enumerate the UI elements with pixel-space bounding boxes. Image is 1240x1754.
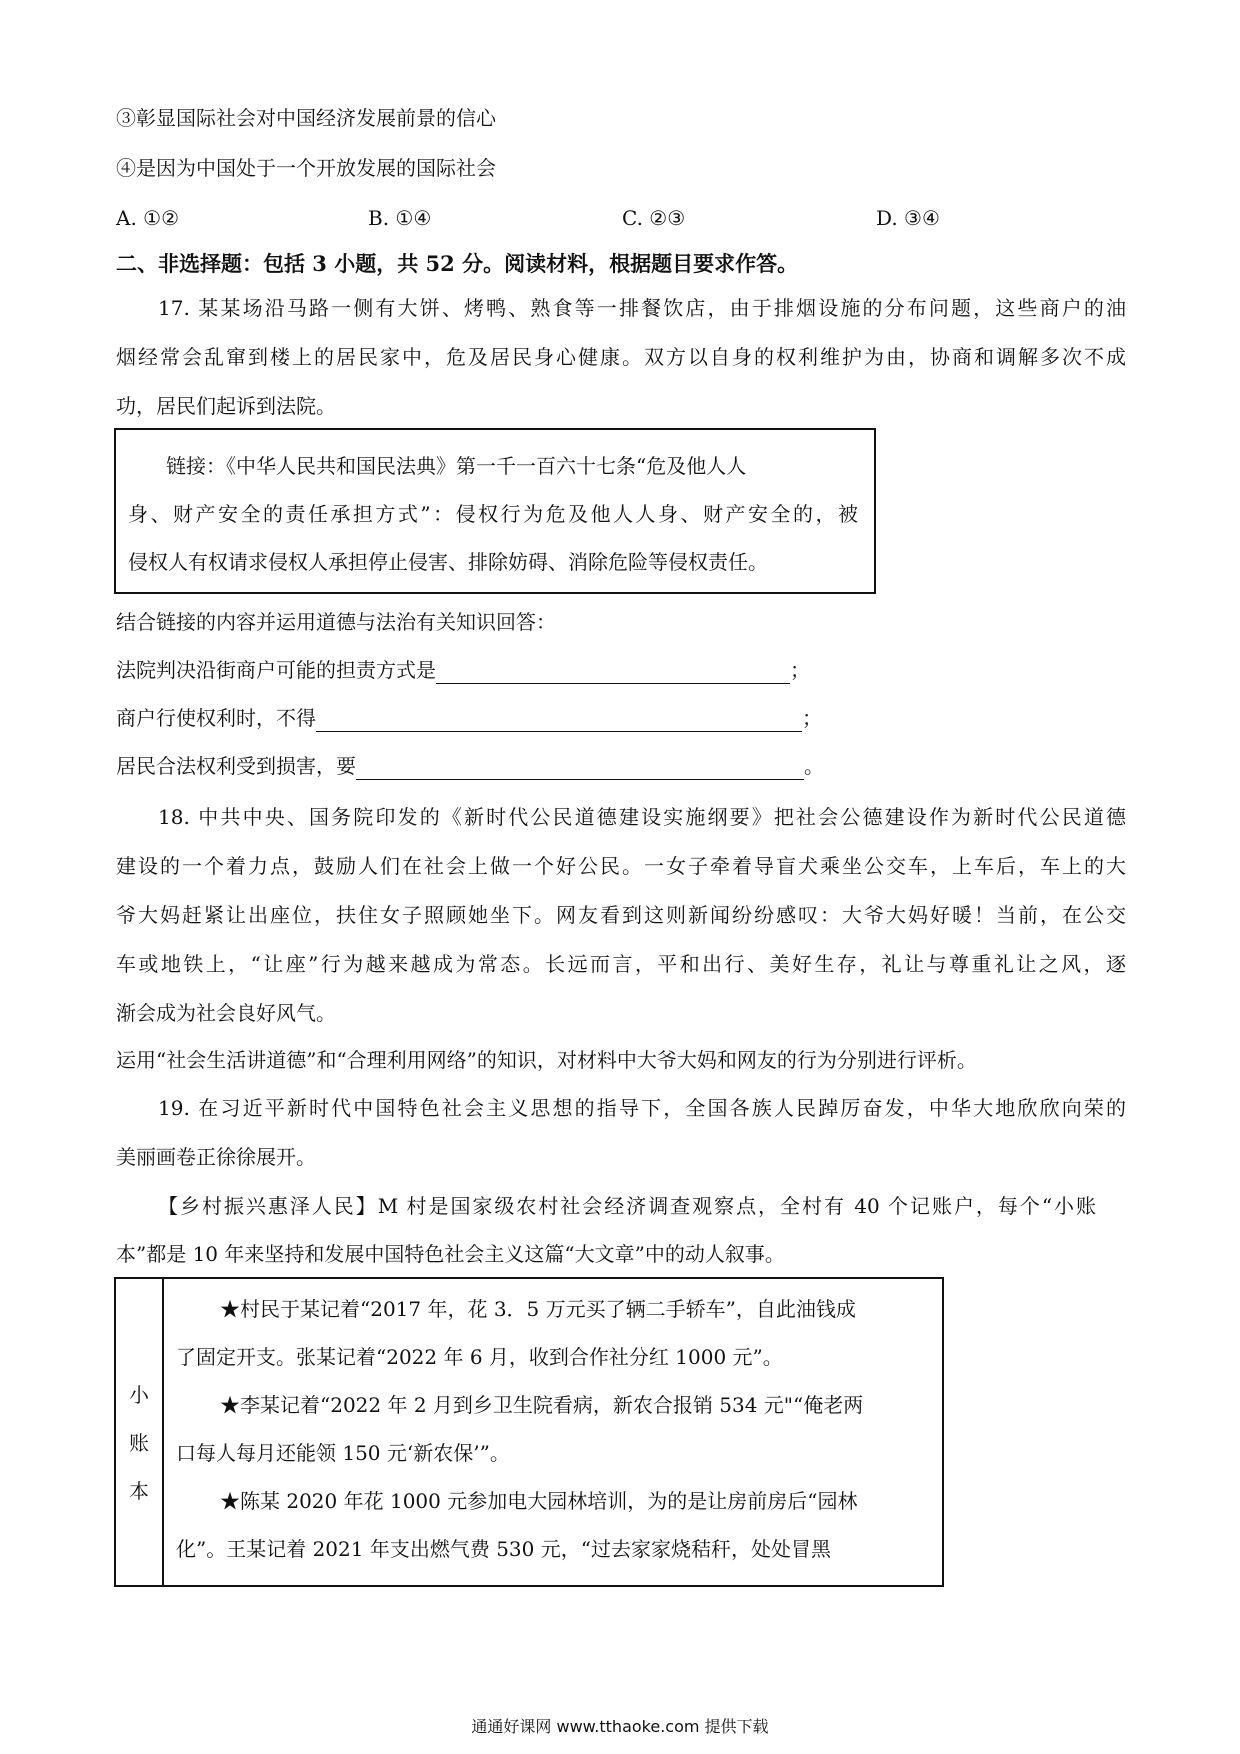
ledger-line-3: ★李某记着“2022 年 2 月到乡卫生院看病，新农合报销 534 元"“俺老两 (220, 1393, 864, 1417)
ledger-side-char-1: 小 (129, 1383, 149, 1407)
q18-line-4: 车或地铁上，“让座”行为越来越成为常态。长远而言，平和出行、美好生存，礼让与尊重礼让之风，逐 (116, 952, 1126, 976)
q19-para-line-2: 本”都是 10 年来坚持和发展中国特色社会主义这篇“大文章”中的动人叙事。 (116, 1242, 785, 1266)
q17-fill-1 (116, 656, 810, 684)
fill-1-end: ； (790, 658, 810, 682)
q16-option-c: C. ②③ (622, 206, 686, 230)
q18-line-2: 建设的一个着力点，鼓励人们在社会上做一个好公民。一女子牵着导盲犬乘坐公交车，上车后，车上的大 (116, 854, 1126, 878)
link-line-1: 链接：《中华人民共和国民法典》第一千一百六十七条“危及他人人 (166, 454, 747, 478)
q19-para-line-1: 【乡村振兴惠泽人民】M 村是国家级农村社会经济调查观察点，全村有 40 个记账户，每个“小账 (158, 1194, 1096, 1218)
q17-line-1: 17. 某某场沿马路一侧有大饼、烤鸭、熟食等一排餐饮店，由于排烟设施的分布问题，这些商户的油 (158, 296, 1126, 320)
q16-option-d: D. ③④ (876, 206, 940, 230)
q16-item-4: ④是因为中国处于一个开放发展的国际社会 (116, 156, 496, 180)
q18-line-3: 爷大妈赶紧让出座位，扶住女子照顾她坐下。网友看到这则新闻纷纷感叹：大爷大妈好暖！当前，在公交 (116, 903, 1126, 927)
q16-item-3: ③彰显国际社会对中国经济发展前景的信心 (116, 106, 496, 130)
fill-2-prefix: 商户行使权利时，不得 (116, 706, 316, 730)
q18-line-1: 18. 中共中央、国务院印发的《新时代公民道德建设实施纲要》把社会公德建设作为新时代公民道德 (158, 805, 1126, 829)
ledger-line-4: 口每人每月还能领 150 元‘新农保’”。 (176, 1441, 510, 1465)
q16-option-b: B. ①④ (368, 206, 432, 230)
ledger-line-5: ★陈某 2020 年花 1000 元参加电大园林培训，为的是让房前房后“园林 (220, 1489, 858, 1513)
link-line-3: 侵权人有权请求侵权人承担停止侵害、排除妨碍、消除危险等侵权责任。 (128, 550, 768, 574)
answer-blank-3[interactable] (356, 757, 804, 780)
ledger-side-char-3: 本 (129, 1479, 149, 1503)
answer-blank-2[interactable] (316, 709, 802, 732)
q17-fill-2 (116, 704, 822, 732)
ledger-side-char-2: 账 (129, 1431, 149, 1455)
page-footer: 通通好课网 www.tthaoke.com 提供下载 (471, 1717, 769, 1736)
ledger-line-6: 化”。王某记着 2021 年支出燃气费 530 元，“过去家家烧秸秆，处处冒黑 (176, 1537, 831, 1561)
q18-question: 运用“社会生活讲道德”和“合理利用网络”的知识，对材料中大爷大妈和网友的行为分别进行评析。 (116, 1048, 977, 1072)
fill-1-prefix: 法院判决沿街商户可能的担责方式是 (116, 658, 436, 682)
link-line-2: 身、财产安全的责任承担方式”：侵权行为危及他人人身、财产安全的，被 (128, 502, 858, 526)
fill-3-prefix: 居民合法权利受到损害，要 (116, 754, 356, 778)
fill-3-end: 。 (804, 754, 824, 778)
q16-option-a: A. ①② (116, 206, 180, 230)
ledger-side-label (116, 1279, 164, 1585)
q17-fill-3 (116, 752, 824, 780)
answer-blank-1[interactable] (436, 661, 790, 684)
fill-2-end: ； (802, 706, 822, 730)
ledger-line-2: 了固定开支。张某记着“2022 年 6 月，收到合作社分红 1000 元”。 (176, 1345, 783, 1369)
q17-prompt: 结合链接的内容并运用道德与法治有关知识回答： (116, 610, 556, 634)
section-heading: 二、非选择题：包括 3 小题，共 52 分。阅读材料，根据题目要求作答。 (116, 251, 799, 276)
ledger-table (114, 1277, 944, 1587)
ledger-line-1: ★村民于某记着“2017 年，花 3．5 万元买了辆二手轿车”，自此油钱成 (220, 1297, 856, 1321)
q17-line-2: 烟经常会乱窜到楼上的居民家中，危及居民身心健康。双方以自身的权利维护为由，协商和调解多次不成 (116, 345, 1126, 369)
q17-link-box (114, 428, 876, 594)
q19-line-2: 美丽画卷正徐徐展开。 (116, 1145, 316, 1169)
q17-line-3: 功，居民们起诉到法院。 (116, 394, 336, 418)
q19-line-1: 19. 在习近平新时代中国特色社会主义思想的指导下，全国各族人民踔厉奋发，中华大地欣欣向荣的 (158, 1096, 1126, 1120)
q18-line-5: 渐会成为社会良好风气。 (116, 1001, 336, 1025)
